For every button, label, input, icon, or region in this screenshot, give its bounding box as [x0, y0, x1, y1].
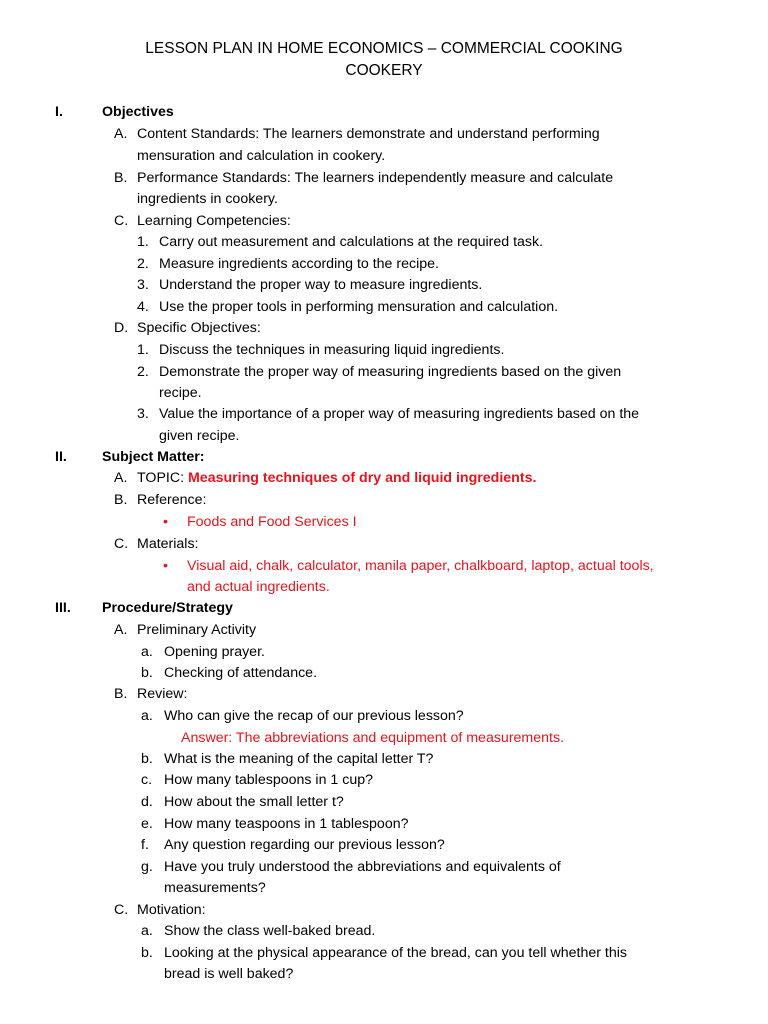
list-item: Understand the proper way to measure ingredients. — [159, 277, 483, 293]
list-number: 1. — [137, 342, 149, 358]
document-subtitle: COOKERY — [345, 62, 423, 79]
list-item: Any question regarding our previous lesson? — [164, 837, 445, 853]
review-label: Review: — [137, 686, 188, 702]
list-item: Use the proper tools in performing mensuration and calculation. — [159, 299, 559, 315]
list-item: Show the class well-baked bread. — [164, 923, 376, 939]
list-number: 2. — [137, 256, 149, 272]
item-label: B. — [114, 492, 128, 508]
section-number: III. — [55, 600, 71, 616]
list-item: How about the small letter t? — [164, 794, 344, 810]
document-title: LESSON PLAN IN HOME ECONOMICS – COMMERCIAL COOKING — [145, 40, 623, 57]
bullet-icon: • — [163, 558, 168, 574]
list-number: 2. — [137, 364, 149, 380]
list-item: Discuss the techniques in measuring liquid ingredients. — [159, 342, 505, 358]
list-letter: d. — [141, 794, 153, 810]
reference-item: Foods and Food Services I — [187, 514, 357, 530]
list-letter: f. — [141, 837, 149, 853]
specific-objectives: Specific Objectives: — [137, 320, 261, 336]
item-label: A. — [114, 622, 128, 638]
materials-list: Visual aid, chalk, calculator, manila paper, chalkboard, laptop, actual tools, — [187, 558, 654, 574]
list-item: What is the meaning of the capital letter T? — [164, 751, 434, 767]
section-number: II. — [55, 449, 67, 465]
list-letter: g. — [141, 859, 153, 875]
list-letter: b. — [141, 945, 153, 961]
list-item: Opening prayer. — [164, 644, 265, 660]
item-label: C. — [114, 902, 129, 918]
section-heading-subject-matter: Subject Matter: — [102, 449, 205, 465]
item-label: C. — [114, 213, 129, 229]
list-item: How many tablespoons in 1 cup? — [164, 772, 373, 788]
list-letter: a. — [141, 923, 153, 939]
item-label: B. — [114, 686, 128, 702]
list-number: 4. — [137, 299, 149, 315]
list-letter: b. — [141, 751, 153, 767]
list-item-cont: recipe. — [159, 385, 202, 401]
motivation-label: Motivation: — [137, 902, 206, 918]
list-item: Have you truly understood the abbreviations and equivalents of — [164, 859, 561, 875]
list-item-cont: bread is well baked? — [164, 966, 294, 982]
list-item-cont: given recipe. — [159, 428, 240, 444]
list-item: Measure ingredients according to the recipe. — [159, 256, 439, 272]
section-heading-objectives: Objectives — [102, 104, 174, 120]
item-label: A. — [114, 470, 128, 486]
topic-line — [137, 470, 536, 486]
materials-list-cont: and actual ingredients. — [187, 579, 330, 595]
list-item: Checking of attendance. — [164, 665, 318, 681]
item-label: D. — [114, 320, 129, 336]
list-letter: a. — [141, 644, 153, 660]
list-item: Demonstrate the proper way of measuring ingredients based on the given — [159, 364, 622, 380]
performance-standards: Performance Standards: The learners independently measure and calculate — [137, 170, 614, 186]
list-item: How many teaspoons in 1 tablespoon? — [164, 816, 409, 832]
list-number: 3. — [137, 277, 149, 293]
preliminary-activity: Preliminary Activity — [137, 622, 257, 638]
list-letter: a. — [141, 708, 153, 724]
list-item: Looking at the physical appearance of the bread, can you tell whether this — [164, 945, 627, 961]
list-number: 1. — [137, 234, 149, 250]
bullet-icon: • — [163, 514, 168, 530]
list-letter: e. — [141, 816, 153, 832]
list-item-cont: measurements? — [164, 880, 266, 896]
content-standards-cont: mensuration and calculation in cookery. — [137, 148, 386, 164]
performance-standards-cont: ingredients in cookery. — [137, 191, 278, 207]
topic-value: Measuring techniques of dry and liquid ingredients. — [187, 470, 537, 486]
content-standards: Content Standards: The learners demonstrate and understand performing — [137, 126, 600, 142]
list-letter: c. — [141, 772, 153, 788]
item-label: C. — [114, 536, 129, 552]
topic-label: TOPIC: — [137, 470, 188, 486]
section-number: I. — [55, 104, 63, 120]
list-item: Value the importance of a proper way of measuring ingredients based on the — [159, 406, 640, 422]
review-answer: Answer: The abbreviations and equipment of measurements. — [181, 730, 565, 746]
list-item: Carry out measurement and calculations at the required task. — [159, 234, 544, 250]
item-label: B. — [114, 170, 128, 186]
list-number: 3. — [137, 406, 149, 422]
reference-label: Reference: — [137, 492, 207, 508]
section-heading-procedure: Procedure/Strategy — [102, 600, 233, 616]
list-item: Who can give the recap of our previous lesson? — [164, 708, 464, 724]
materials-label: Materials: — [137, 536, 199, 552]
item-label: A. — [114, 126, 128, 142]
learning-competencies: Learning Competencies: — [137, 213, 291, 229]
list-letter: b. — [141, 665, 153, 681]
